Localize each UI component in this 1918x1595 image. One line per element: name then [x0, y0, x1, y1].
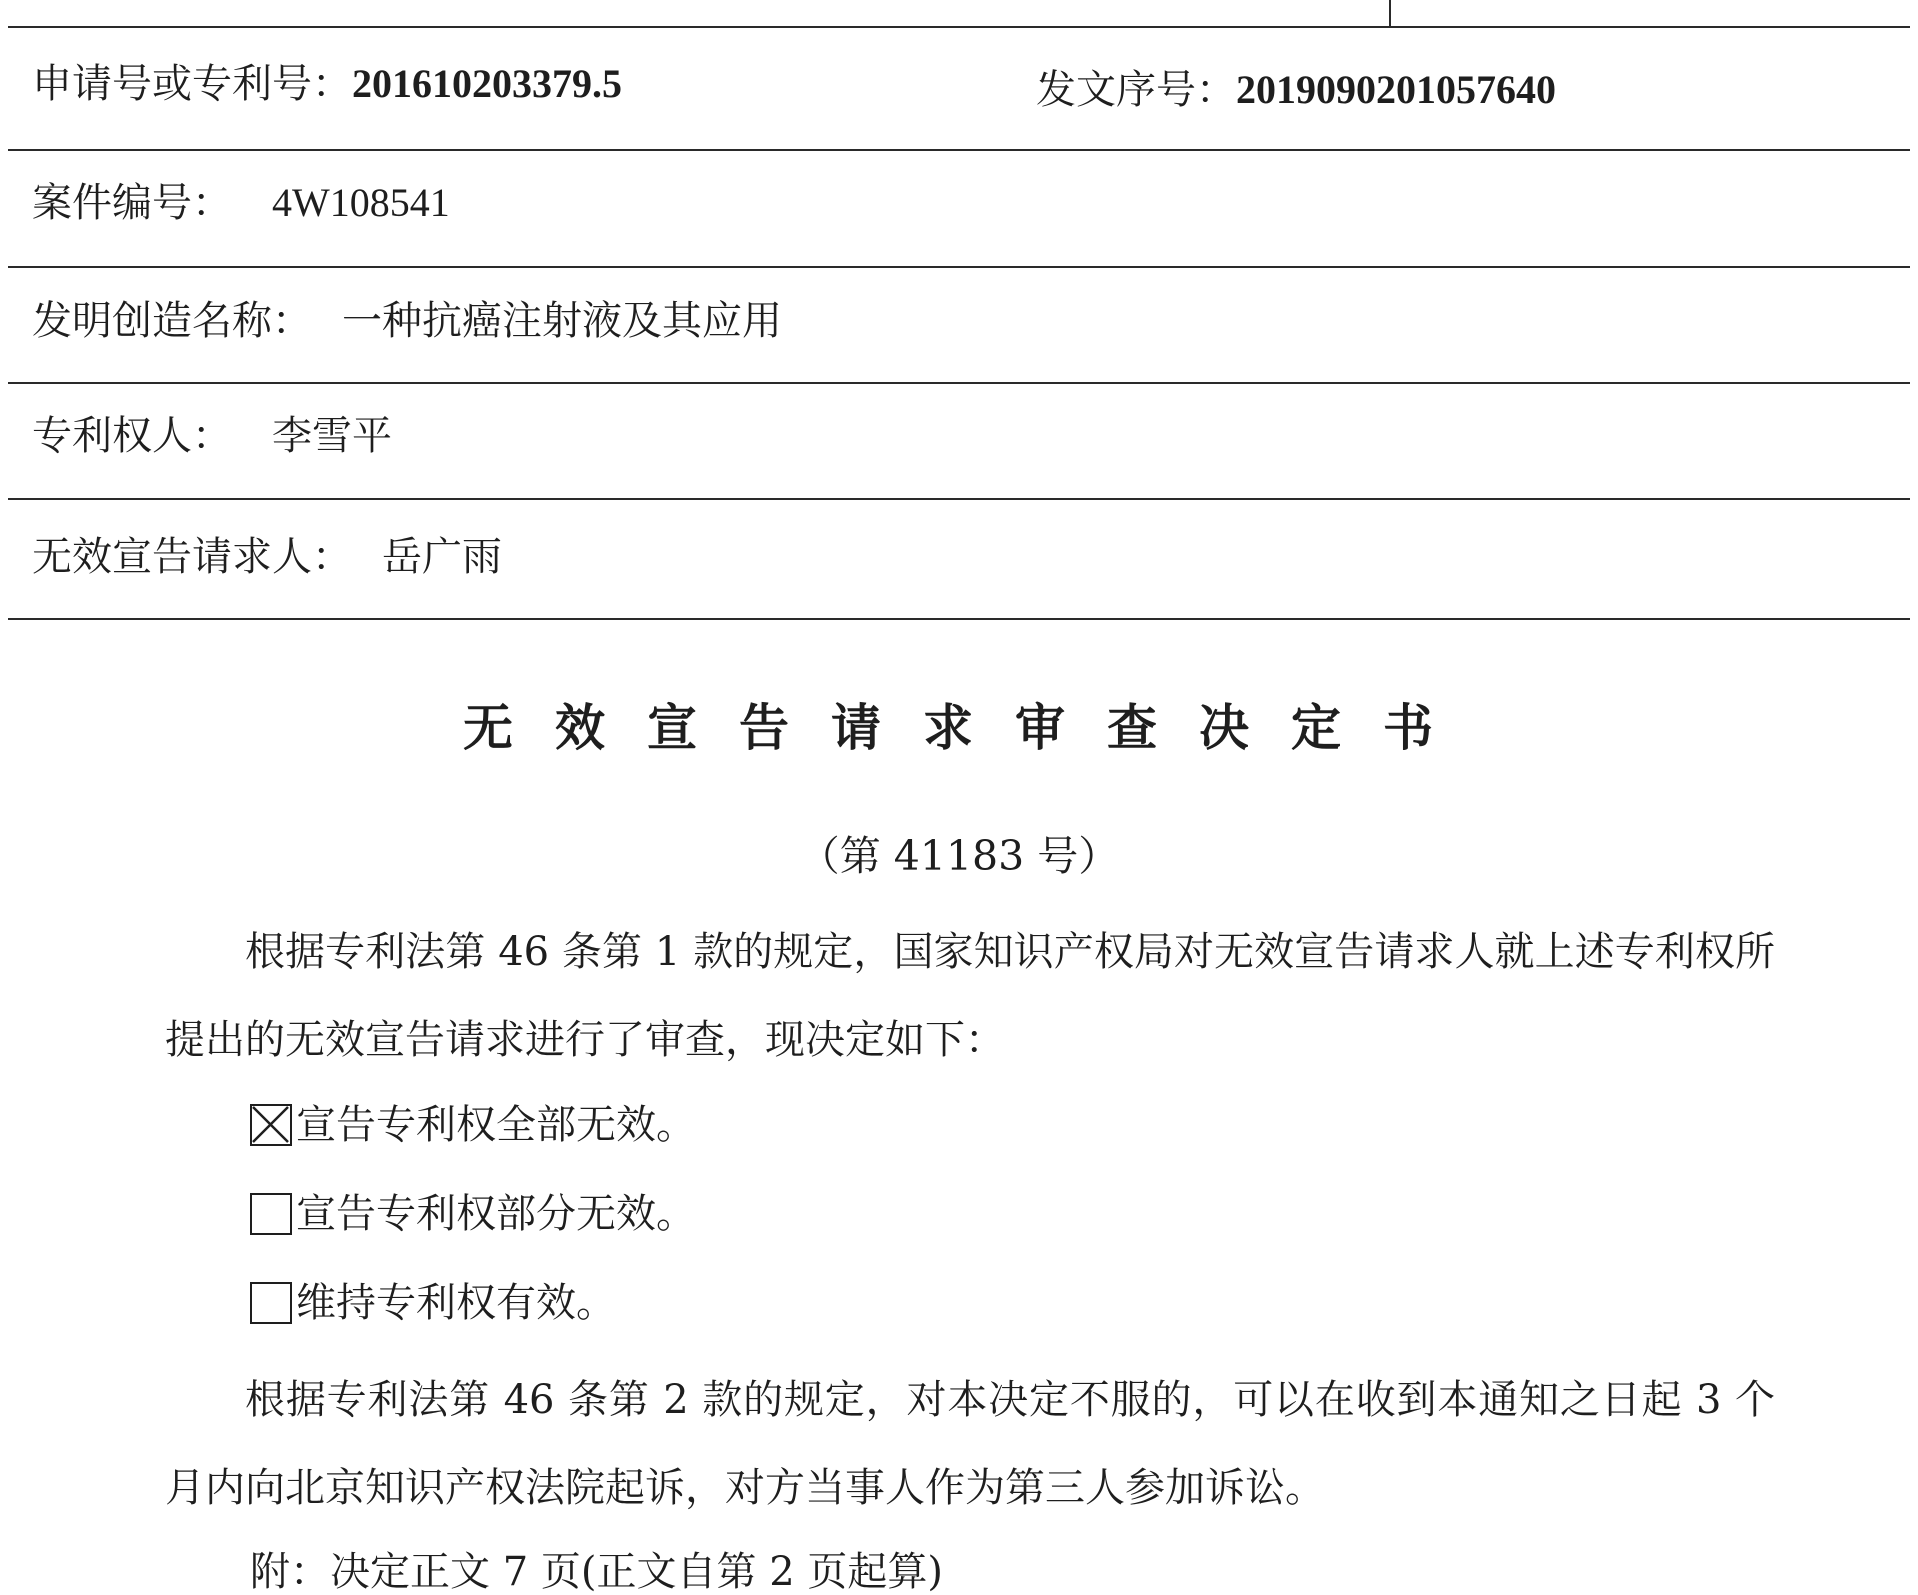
rule-line-top [8, 26, 1910, 28]
option-invalidate-partial-label: 宣告专利权部分无效。 [296, 1191, 696, 1237]
serial-number-field [1036, 67, 1556, 113]
invention-name-value: 一种抗癌注射液及其应用 [342, 298, 782, 344]
patentee-field [32, 413, 392, 459]
patentee-value: 李雪平 [272, 413, 392, 459]
application-number-value: 201610203379.5 [352, 61, 622, 106]
checkbox-cross-icon [252, 1106, 289, 1143]
rule-line-4 [8, 498, 1910, 500]
decision-paragraph-2: 根据专利法第 46 条第 2 款的规定，对本决定不服的，可以在收到本通知之日起 3 个月内向北京知识产权法院起诉，对方当事人作为第三人参加诉讼。 [165, 1377, 1775, 1511]
application-number-field [32, 61, 622, 107]
rule-line-5 [8, 618, 1910, 620]
serial-number-value: 2019090201057640 [1236, 67, 1556, 112]
attachment-note: 附：决定正文 7 页(正文自第 2 页起算) [250, 1549, 943, 1595]
decision-title: 无效宣告请求审查决定书 [463, 699, 1475, 757]
case-number-field [32, 180, 450, 226]
top-cell-divider [1389, 0, 1391, 28]
option-maintain-valid [250, 1282, 616, 1324]
rule-line-3 [8, 382, 1910, 384]
requester-label: 无效宣告请求人： [32, 534, 352, 580]
rule-line-1 [8, 149, 1910, 151]
rule-line-2 [8, 266, 1910, 268]
invention-name-field [32, 298, 782, 344]
checkbox-unchecked-icon [250, 1193, 292, 1235]
option-invalidate-all-label: 宣告专利权全部无效。 [296, 1102, 696, 1148]
option-invalidate-all [250, 1104, 696, 1146]
checkbox-checked-icon [250, 1104, 292, 1146]
option-maintain-valid-label: 维持专利权有效。 [296, 1280, 616, 1326]
serial-number-label: 发文序号： [1036, 67, 1236, 113]
decision-paragraph-1: 根据专利法第 46 条第 1 款的规定，国家知识产权局对无效宣告请求人就上述专利权所提出的无效宣告请求进行了审查，现决定如下： [165, 929, 1775, 1063]
patentee-label: 专利权人： [32, 413, 232, 459]
decision-number: （第 41183 号） [798, 832, 1120, 880]
requester-value: 岳广雨 [382, 534, 502, 580]
case-number-value: 4W108541 [272, 180, 450, 225]
requester-field [32, 534, 502, 580]
case-number-label: 案件编号： [32, 180, 232, 226]
application-number-label: 申请号或专利号： [32, 61, 352, 107]
checkbox-unchecked-icon [250, 1282, 292, 1324]
invention-name-label: 发明创造名称： [32, 298, 312, 344]
option-invalidate-partial [250, 1193, 696, 1235]
